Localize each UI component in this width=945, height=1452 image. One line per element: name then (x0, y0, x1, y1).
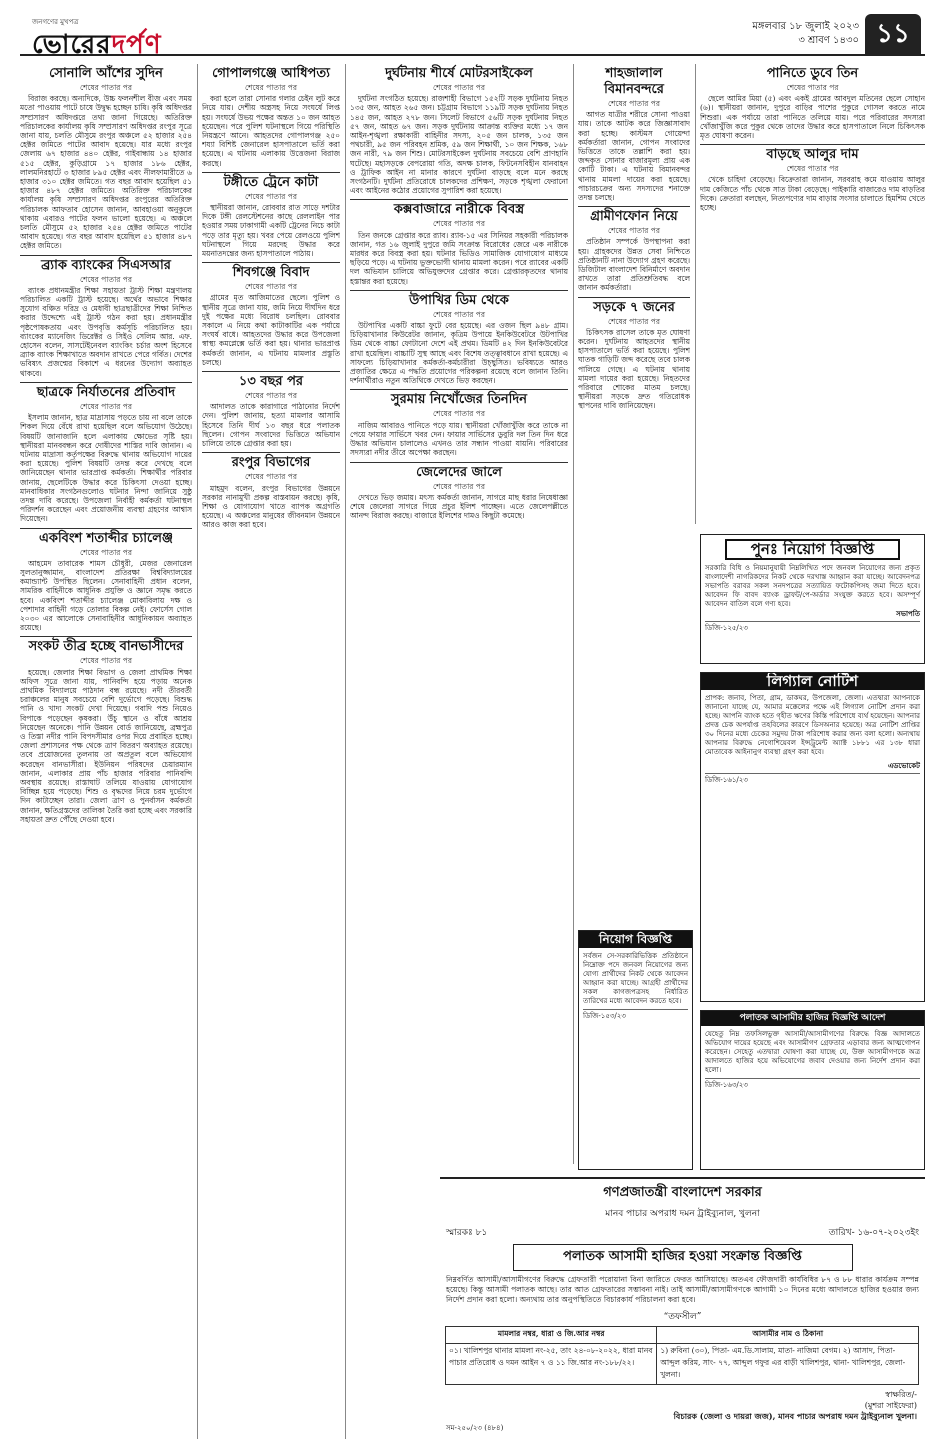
continued-label: শেষের পাতার পর (433, 481, 485, 491)
article-flood (20, 639, 192, 824)
article-13years (202, 374, 340, 448)
ad-legal-notice-title[interactable]: লিগ্যাল নোটিশ (701, 673, 924, 690)
ad-legal-notice-signer: এডভোকেট (887, 761, 920, 770)
article-surma (350, 392, 568, 457)
continued-label: শেষের পাতার পর (80, 274, 132, 284)
headline-ostrich[interactable]: উপাখির ডিম থেকে (409, 292, 509, 308)
column-3 (350, 64, 568, 1164)
logo-part-1: ভোরের (32, 30, 112, 60)
table-header-accused: আসামীর নাম ও ঠিকানা (657, 1327, 919, 1344)
article-challenge (20, 531, 192, 633)
article-coxsbazar (350, 202, 568, 285)
divider (578, 206, 690, 207)
article-body: উটপাখির একটি বাচ্চা ফুটে বের হয়েছে। এর ওজন ছিল ৯৪৮ গ্রাম। চিড়িয়াখানার কিউরেটর জানান, কৃত্রিম উপায়ে ইনকিউবেটরে উটপাখির ডিম থেকে বাচ্চা ফোটানো দেশে এই প্রথম। ডিমটি ৪২ দিন ইনকিউবেটরে রাখা হয়েছিল। বাচ্চাটি সুস্থ আছে এবং বিশেষ তত্ত্বাবধানে রাখা হয়েছে। এ সাফল্যে চিড়িয়াখানার কর্মকর্তা-কর্মচারীরা উচ্ছ্বসিত। ভবিষ্যতে আরও প্রজাতির ক্ষেত্রে এ পদ্ধতি প্রয়োগের পরিকল্পনা রয়েছে বলে জানান তিনি। দর্শনার্থীরাও নতুন অতিথিকে দেখতে ভিড় করছেন। (350, 321, 568, 386)
notice-ref: সম-২৫০/২৩ (৪৮৪) (446, 1424, 504, 1432)
article-body: আদালত তাকে কারাগারে পাঠানোর নির্দেশ দেন। পুলিশ জানায়, হত্যা মামলার আসামি হিসেবে তিনি দীর্ঘ ১৩ বছর ধরে পলাতক ছিলেন। গোপন সংবাদের ভিত্তিতে অভিযান চালিয়ে তাকে গ্রেপ্তার করা হয়। (202, 402, 340, 449)
column-rule (345, 64, 346, 1439)
divider (20, 636, 192, 637)
column-2 (202, 64, 340, 1439)
headline-brac[interactable]: ব্র্যাক ব্যাংকের সিএসআর (41, 257, 171, 273)
column-1 (20, 64, 192, 1439)
table-cell-accused: ১) রুবিনা (৩০), পিতা- এম.ডি.সালাম, মাতা- নাজিমা বেগম। ২) আসাদ, পিতা- আব্দুল করিম, সাং- ৭৭, আব্দুল গফুর এর বাড়ী খালিশপুর, থানা- খালিশপুর, জেলা- খুলনা। (657, 1344, 919, 1385)
table-header-case: মামলার নম্বর, ধারা ও জি.আর নম্বর (446, 1327, 657, 1344)
article-body: প্রতিষ্ঠান সম্পর্কে উপস্থাপনা করা হয়। গ্রাহকদের উন্নত সেবা নিশ্চিতে প্রতিষ্ঠানটি নানা উদ্যোগ গ্রহণ করেছে। ডিজিটাল বাংলাদেশ বিনির্মাণে অবদান রাখতে তারা প্রতিশ্রুতিবদ্ধ বলে জানান কর্মকর্তারা। (578, 237, 690, 293)
notice-schedule-label: “তফসীল” (663, 1312, 702, 1322)
article-grameenphone (578, 209, 690, 292)
column-rule (197, 64, 198, 1439)
article-body: মাহমুদ বলেন, রংপুর বিভাগের উন্নয়নে সরকার নানামুখী প্রকল্প বাস্তবায়ন করছে। কৃষি, শিক্ষা ও যোগাযোগ খাতে ব্যাপক অগ্রগতি হয়েছে। এ অঞ্চলের মানুষের জীবনমান উন্নয়নে আরও কাজ করা হবে। (202, 483, 340, 530)
ad-job-notice-code: ডিজি-১৫৩/২৩ (583, 1009, 688, 1021)
ad-absconding-order (700, 1010, 925, 1170)
headline-grameenphone[interactable]: গ্রামীণফোন নিয়ে (590, 209, 678, 225)
article-fishermen (350, 465, 568, 521)
divider (700, 144, 925, 145)
article-drowning (700, 66, 925, 140)
continued-label: শেষের পাতার পর (433, 409, 485, 419)
article-body: নাজিম আবারও পানিতে পড়ে যায়। স্থানীয়রা খোঁজাখুঁজি করে তাকে না পেয়ে ফায়ার সার্ভিসে খবর দেন। ফায়ার সার্ভিসের ডুবুরি দল তিন দিন ধরে উদ্ধার অভিযান চালালেও এখনও তার সন্ধান পাওয়া যায়নি। পরিবারের সদস্যরা নদীর তীরে অপেক্ষা করছেন। (350, 420, 568, 458)
continued-label: শেষের পাতার পর (786, 164, 839, 174)
continued-label: শেষের পাতার পর (433, 219, 485, 229)
ad-legal-notice-body: প্রাপক: জনাব, পিতা, গ্রাম, ডাকঘর, উপজেলা, জেলা। এতদ্বারা আপনাকে জানানো যাচ্ছে যে, আমার মক্কেলের পক্ষে এই লিগ্যাল নোটিশ প্রদান করা হচ্ছে। আপনি ব্যাংক হতে গৃহীত ঋণের কিস্তি পরিশোধে ব্যর্থ হয়েছেন। আপনার প্রদত্ত চেক অপর্যাপ্ত তহবিলের কারণে ডিসঅনার হয়েছে। অত্র নোটিশ প্রাপ্তির ৩০ দিনের মধ্যে চেকের সমুদয় টাকা পরিশোধ করার জন্য বলা হলো। অন্যথায় আপনার বিরুদ্ধে নেগোশিয়েবল ইন্সট্রুমেন্ট অ্যাক্ট ১৮৮১ এর ১৩৮ ধারা মোতাবেক আইনানুগ ব্যবস্থা গ্রহণ করা হবে। (705, 694, 920, 756)
column-rule (573, 64, 574, 1164)
ad-absconding-code: ডিজি-১৬৩/২৩ (705, 1078, 920, 1090)
column-rule (695, 64, 696, 524)
headline-13years[interactable]: ১৩ বছর পর (238, 374, 304, 390)
article-body: তিন জনকে গ্রেপ্তার করে র‌্যাব। র‌্যাব-১৫ এর সিনিয়র সহকারী পরিচালক জানান, গত ১৬ জুলাই দুপুরে জমি সংক্রান্ত বিরোধের জেরে এক নারীকে মারধর করে বিবস্ত্র করা হয়। ঘটনার ভিডিও সামাজিক যোগাযোগ মাধ্যমে ছড়িয়ে পড়ে। এ ঘটনায় ভুক্তভোগী থানায় মামলা করেন। পরে র‌্যাবের একটি দল অভিযান চালিয়ে অভিযুক্তদের গ্রেপ্তার করে। গ্রেপ্তারকৃতদের থানায় হস্তান্তর করা হয়েছে। (350, 230, 568, 286)
article-shibganj (202, 265, 340, 367)
article-jute (20, 66, 192, 251)
notice-schedule-table (445, 1326, 919, 1385)
article-body: চিকিৎসক রাসেল তাকে মৃত ঘোষণা করেন। দুর্ঘটনায় আহতদের স্থানীয় হাসপাতালে ভর্তি করা হয়েছে। পুলিশ ঘাতক গাড়িটি জব্দ করেছে তবে চালক পালিয়ে গেছে। এ ঘটনায় থানায় মামলা দায়ের করা হয়েছে। নিহতদের পরিবারে শোকের মাতম চলছে। স্থানীয়রা সড়কে দ্রুত গতিরোধক স্থাপনের দাবি জানিয়েছেন। (578, 327, 690, 411)
divider (578, 297, 690, 298)
headline-surma[interactable]: সুরমায় নিখোঁজের তিনদিন (391, 392, 527, 408)
divider (202, 262, 340, 263)
headline-student[interactable]: ছাত্রকে নির্যাতনের প্রতিবাদ (36, 384, 176, 400)
divider (20, 382, 192, 383)
divider (202, 172, 340, 173)
logo-part-2: দর্পণ (111, 30, 162, 60)
page-number: ১১ (865, 14, 921, 54)
issue-date (752, 20, 859, 48)
article-body: করা হলে তারা সোনার গলার চেইন লুট করে নিয়ে যায়। দেশীয় অস্ত্রসহ নিয়ে সংঘর্ষে লিপ্ত হয়। সংঘর্ষে উভয় পক্ষের অন্তত ১০ জন আহত হয়েছেন। পরে পুলিশ ঘটনাস্থলে গিয়ে পরিস্থিতি নিয়ন্ত্রণে আনে। আহতদের গোপালগঞ্জ ২৫০ শয্যা বিশিষ্ট জেনারেল হাসপাতালে ভর্তি করা হয়েছে। এ ঘটনায় এলাকায় উত্তেজনা বিরাজ করছে। (202, 94, 340, 168)
article-rangpur (202, 455, 340, 529)
ad-legal-notice-code: ডিজি-১৬১/২৩ (705, 773, 920, 785)
masthead-tagline: জনগণের মুখপত্র (32, 18, 79, 26)
continued-label: শেষের পাতার পর (608, 226, 660, 236)
headline-potato[interactable]: বাড়ছে আলুর দাম (766, 147, 859, 163)
headline-fishermen[interactable]: জেলেদের জালে (416, 464, 502, 480)
notice-title[interactable]: পলাতক আসামী হাজির হওয়া সংক্রান্ত বিজ্ঞপ্তি (513, 1244, 853, 1271)
article-tongi (202, 175, 340, 258)
headline-airport[interactable]: শাহজালাল বিমানবন্দরে (604, 66, 664, 97)
continued-label: শেষের পাতার পর (80, 83, 132, 92)
article-body: স্থানীয়রা জানান, রোববার রাত সাড়ে দশটার দিকে টঙ্গী রেলস্টেশনের কাছে রেললাইন পার হওয়ার সময় ঢাকাগামী একটি ট্রেনের নিচে কাটা পড়ে তার মৃত্যু হয়। খবর পেয়ে রেলওয়ে পুলিশ ঘটনাস্থলে গিয়ে মরদেহ উদ্ধার করে ময়নাতদন্তের জন্য হাসপাতালে পাঠায়। (202, 203, 340, 259)
headline-coxsbazar[interactable]: কক্সবাজারে নারীকে বিবস্ত্র (393, 202, 525, 218)
article-airport (578, 66, 690, 202)
article-body: আগত যাত্রীর শরীরে সোনা পাওয়া যায়। তাকে আটক করে জিজ্ঞাসাবাদ করা হচ্ছে। কাস্টমস গোয়েন্দা কর্মকর্তারা জানান, গোপন সংবাদের ভিত্তিতে তাকে তল্লাশি করা হয়। জব্দকৃত সোনার বাজারমূল্য প্রায় এক কোটি টাকা। এ ঘটনায় বিমানবন্দর থানায় মামলা দায়ের করা হয়েছে। পাচারচক্রের অন্য সদস্যদের শনাক্তে তদন্ত চলছে। (578, 110, 690, 203)
continued-label: শেষের পাতার পর (245, 391, 297, 401)
article-body: বিরাজ করছে। অন্যদিকে, উচ্চ ফলনশীল বীজ এবং সময় মতো পাওয়ায় পাটে চাষে উদ্বুদ্ধ হচ্ছেন চাষি। কৃষি অধিদপ্তর সম্প্রসারণ অধিদপ্তরে তথ্য জানা গিয়েছে। অতিরিক্ত পরিচালকের কার্যালয় কৃষি সম্প্রসারণ অধিদপ্তর রংপুর সূত্রে জানা যায়, চলতি মৌসুমে রংপুর অঞ্চলে ৫২ হাজার ২৫৪ হেক্টর জমিতে পাটের আবাদ হয়েছে। যার মধ্যে রংপুর জেলায় ৬৭ হাজার ৪৪০ হেক্টর, গাইবান্ধায় ১৪ হাজার ৫১৫ হেক্টর, কুড়িগ্রামে ১৭ হাজার ১৮৬ হেক্টর, লালমনিরহাটে ৩ হাজার ৮৯৫ হেক্টর এবং নীলফামারীতে ৬ হাজার ৩১০ হেক্টর জমিতে। গত বছর আবাদ হয়েছিল ৫১ হাজার ৪৮৭ হেক্টর জমিতে। অতিরিক্ত পরিচালকের কার্যালয় কৃষি সম্প্রসারণ অধিদপ্তর রংপুরের অতিরিক্ত পরিচালক আফতাব হোসেন জানান, আবহাওয়া অনুকূলে থাকায় এবারও পাটের ফলন ভালো হয়েছে। এ অঞ্চলে চলতি মৌসুমে ৫২ হাজার ২৫৪ হেক্টর জমিতে পাটের আবাদ হয়েছে। গত বছর আবাদ হয়েছিল ৫১ হাজার ৪৮৭ হেক্টর জমিতে। (20, 94, 192, 251)
article-ostrich (350, 293, 568, 386)
divider (350, 290, 568, 291)
continued-label: শেষের পাতার পর (245, 191, 297, 201)
continued-label: শেষের পাতার পর (245, 282, 297, 292)
headline-tongi[interactable]: টঙ্গীতে ট্রেনে কাটা (223, 174, 319, 190)
ad-absconding-body: যেহেতু নিম্ন তফসিলভুক্ত আসামী/আসামীগণের বিরুদ্ধে বিজ্ঞ আদালতে অভিযোগ দায়ের হয়েছে এবং আসামীগণ গ্রেফতার এড়াবার জন্য আত্মগোপন করেছেন। সেহেতু এতদ্বারা ঘোষণা করা যাচ্ছে যে, উক্ত আসামীগণকে অত্র আদালতে হাজির হয়ে অভিযোগের জবাব দেওয়ার জন্য নির্দেশ প্রদান করা হলো। (705, 1030, 920, 1074)
divider (350, 462, 568, 463)
continued-label: শেষের পাতার পর (245, 472, 297, 482)
table-row (446, 1344, 919, 1385)
notice-tribunal: মানব পাচার অপরাধ দমন ট্রাইব্যুনাল, খুলনা (605, 1209, 760, 1219)
ad-job-notice (578, 930, 693, 1170)
headline-challenge[interactable]: একবিংশ শতাব্দীর চ্যালেঞ্জ (38, 530, 174, 546)
headline-gopalganj[interactable]: গোপালগঞ্জে আধিপত্য (212, 66, 330, 81)
headline-motorcycle[interactable]: দুর্ঘটনায় শীর্ষে মোটরসাইকেল (385, 66, 533, 81)
signature-title: বিচারক (জেলা ও দায়রা জজ), মানব পাচার অপরাধ দমন ট্রাইব্যুনাল খুলনা। (673, 1411, 917, 1421)
newspaper-logo[interactable] (32, 24, 162, 68)
notice-memo: স্মারকঃ ৮১ (446, 1228, 488, 1238)
article-body: ইসলাম জানান, ছাত্র মাদ্রাসায় পড়তে চায় না বলে তাকে শিকল দিয়ে বেঁধে রাখা হয়েছিল বলে অভিযোগ উঠেছে। বিষয়টি জানাজানি হলে এলাকায় ক্ষোভের সৃষ্টি হয়। স্থানীয়রা মানববন্ধন করে দোষীদের শাস্তির দাবি জানান। এ ঘটনায় মাদ্রাসা কর্তৃপক্ষের বিরুদ্ধে থানায় অভিযোগ দায়ের করা হয়েছে। পুলিশ বিষয়টি তদন্ত করে দেখছে বলে জানিয়েছেন থানার ভারপ্রাপ্ত কর্মকর্তা। শিক্ষার্থীর পরিবার জানায়, ছেলেটিকে উদ্ধার করে চিকিৎসা দেওয়া হচ্ছে। মানবাধিকার সংগঠনগুলোও ঘটনার নিন্দা জানিয়ে সুষ্ঠু তদন্ত দাবি করেছে। উপজেলা নির্বাহী কর্মকর্তা ঘটনাস্থল পরিদর্শন করেছেন এবং প্রয়োজনীয় ব্যবস্থা গ্রহণের আশ্বাস দিয়েছেন। (20, 413, 192, 524)
divider (202, 371, 340, 372)
continued-label: শেষের পাতার পর (786, 83, 839, 92)
divider (202, 452, 340, 453)
masthead (20, 14, 925, 60)
headline-road7[interactable]: সড়কে ৭ জনের (593, 299, 675, 315)
article-potato (700, 147, 925, 212)
divider (350, 389, 568, 390)
column-4 (578, 64, 690, 884)
notice-government: গণপ্রজাতন্ত্রী বাংলাদেশ সরকার (603, 1185, 762, 1200)
tribunal-notice (440, 1177, 925, 1439)
headline-shibganj[interactable]: শিবগঞ্জে বিবাদ (232, 265, 310, 281)
table-cell-case: ০১। খালিশপুর থানার মামলা নং-২৫, তাং ২৪-০৮-২০২২, ধারা মানব পাচার প্রতিরোধ ও দমন আইন ৭ ও ১১ জি.আর নং-১৮৮/২২। (446, 1344, 657, 1385)
ad-job-notice-title[interactable]: নিয়োগ বিজ্ঞপ্তি (579, 931, 692, 948)
continued-label: শেষের পাতার পর (608, 316, 660, 326)
article-body: দুর্ঘটনা সংগঠিত হয়েছে। রাজশাহী বিভাগে ১৫২টি সড়ক দুর্ঘটনায় নিহত ১৩৫ জন, আহত ২৬৫ জন। চট্টগ্রাম বিভাগে ১১৯টি সড়ক দুর্ঘটনায় নিহত ১৪৫ জন, আহত ২৭৮ জন। সিলেট বিভাগে ৫৬টি সড়ক দুর্ঘটনায় নিহত ৫৭ জন, আহত ৬৭ জন। সড়ক দুর্ঘটনায় আক্রান্ত ব্যক্তির মধ্যে ১৭ জন আইন-শৃঙ্খলা রক্ষাকারী বাহিনীর সদস্য, ২০৫ জন চালক, ১৩৫ জন পথচারী, ৯৫ জন পরিবহন শ্রমিক, ৫৯ জন শিক্ষার্থী, ১০ জন শিক্ষক, ১৬৮ জন নারী, ৭৯ জন শিশু। মোটরসাইকেল দুর্ঘটনায় সবচেয়ে বেশি প্রাণহানি ঘটেছে। মহাসড়কে বেপরোয়া গতি, অদক্ষ চালক, ফিটনেসবিহীন যানবাহন ও ট্রাফিক আইন না মানার কারণে দুর্ঘটনা বাড়ছে বলে মনে করছে সংগঠনটি। দুর্ঘটনা প্রতিরোধে চালকদের প্রশিক্ষণ, সড়কে শৃঙ্খলা ফেরানো এবং আইনের কঠোর প্রয়োগের সুপারিশ করা হয়েছে। (350, 94, 568, 196)
article-gopalganj (202, 66, 340, 168)
headline-flood[interactable]: সংকট তীব্র হচ্ছে বানভাসীদের (28, 639, 184, 655)
ad-reappointment-signer: সভাপতি (896, 609, 920, 618)
ad-job-notice-body: সর্বজন সে-সরকারিভিত্তিক প্রতিষ্ঠানে নিম্নোক্ত পদে জনবল নিয়োগের জন্য যোগ্য প্রার্থীদের নিকট থেকে আবেদন আহ্বান করা যাচ্ছে। আগ্রহী প্রার্থীদের সকল কাগজপত্রসহ নির্ধারিত তারিখের মধ্যে আবেদন করতে হবে। (583, 952, 688, 1005)
article-body: ছেলে আমির মিয়া (৫) এবং একই গ্রামের আবদুল মতিনের ছেলে সোহান (৬)। স্থানীয়রা জানান, দুপুরে বাড়ির পাশের পুকুরে গোসল করতে নামে শিশুরা। এক পর্যায়ে তারা পানিতে তলিয়ে যায়। পরে পরিবারের সদস্যরা খোঁজাখুঁজি করে পুকুর থেকে তাদের উদ্ধার করে হাসপাতালে নিলে চিকিৎসক মৃত ঘোষণা করেন। (700, 94, 925, 141)
table-header-row (446, 1327, 919, 1344)
headline-drowning[interactable]: পানিতে ডুবে তিন (766, 66, 859, 81)
article-body: আহমেদ তাবারেক শামস চৌধুরী, মেজর জেনারেল সুলতানুজ্জামান, বাংলাদেশ প্রতিরক্ষা বিশ্ববিদ্যালয়ের কমান্ড্যান্ট উপস্থিত ছিলেন। সেনাবাহিনী প্রধান বলেন, সামরিক বাহিনীকে আধুনিক প্রযুক্তি ও জ্ঞানে সমৃদ্ধ করতে হবে। একবিংশ শতাব্দীর চ্যালেঞ্জ মোকাবিলায় দক্ষ ও পেশাদার বাহিনী গড়ে তোলার বিকল্প নেই। ফোর্সেস গোল ২০৩০ এর আলোকে সেনাবাহিনীর আধুনিকায়ন অব্যাহত রয়েছে। (20, 558, 192, 633)
article-body: হয়েছে। জেলার শিক্ষা বিভাগ ও জেলা প্রাথমিক শিক্ষা অফিস সূত্রে জানা যায়, পানিবন্দি হয়ে পড়ায় অনেক প্রাথমিক বিদ্যালয়ে পাঠদান বন্ধ রয়েছে। নদী তীরবর্তী চরাঞ্চলের মানুষ সবচেয়ে বেশি দুর্ভোগে পড়েছে। বিশুদ্ধ পানি ও খাদ্য সংকট দেখা দিয়েছে। গবাদি পশু নিয়েও বিপাকে পড়েছেন কৃষকরা। উঁচু স্থানে ও বাঁধে আশ্রয় নিয়েছেন অনেকে। পানি উন্নয়ন বোর্ড জানিয়েছে, ব্রহ্মপুত্র ও তিস্তা নদীর পানি বিপদসীমার ওপর দিয়ে প্রবাহিত হচ্ছে। জেলা প্রশাসনের পক্ষ থেকে ত্রাণ বিতরণ অব্যাহত রয়েছে। তবে প্রয়োজনের তুলনায় তা অপ্রতুল বলে অভিযোগ করেছেন বানভাসীরা। ইউনিয়ন পরিষদের চেয়ারম্যান জানান, এলাকার প্রায় পাঁচ হাজার পরিবার পানিবন্দি অবস্থায় রয়েছে। রাস্তাঘাট তলিয়ে যাওয়ায় যোগাযোগ বিচ্ছিন্ন হয়ে পড়েছে। শিশু ও বৃদ্ধদের নিয়ে চরম দুর্ভোগে দিন কাটাচ্ছেন তারা। জেলা ত্রাণ ও পুনর্বাসন কর্মকর্তা জানান, ক্ষতিগ্রস্তদের তালিকা তৈরি করা হচ্ছে এবং সরকারি সহায়তা দ্রুত পৌঁছে দেওয়া হবে। (20, 667, 192, 824)
notice-meta (446, 1225, 919, 1240)
article-body: খেকে চাহিদা বেড়েছে। বিক্রেতারা জানান, সরবরাহ কমে যাওয়ায় আলুর দাম কেজিতে পাঁচ থেকে সাত টাকা বেড়েছে। পাইকারি বাজারেও দাম বাড়তির দিকে। ক্রেতারা বলছেন, নিত্যপণ্যের দাম বাড়ায় সংসার চালাতে হিমশিম খেতে হচ্ছে। (700, 175, 925, 213)
ad-reappointment-title[interactable]: পুনঃ নিয়োগ বিজ্ঞপ্তি (725, 539, 900, 560)
signature-name: (মুশরা সাইফেরা) (864, 1401, 917, 1410)
divider (350, 199, 568, 200)
notice-signature (440, 1389, 917, 1422)
continued-label: শেষের পাতার পর (80, 547, 132, 557)
ad-absconding-title[interactable]: পলাতক আসামীর হাজির বিজ্ঞপ্তি আদেশ (701, 1011, 924, 1026)
date-gregorian: মঙ্গলবার ১৮ জুলাই ২০২৩ (752, 21, 859, 32)
signature-label: স্বাক্ষরিত/- (885, 1390, 917, 1399)
continued-label: শেষের পাতার পর (433, 83, 485, 92)
continued-label: শেষের পাতার পর (80, 401, 132, 411)
continued-label: শেষের পাতার পর (80, 656, 132, 666)
headline-jute[interactable]: সোনালি আঁশের সুদিন (49, 66, 163, 81)
article-road7 (578, 300, 690, 411)
continued-label: শেষের পাতার পর (245, 83, 297, 92)
article-motorcycle (350, 66, 568, 195)
ad-reappointment-body: সরকারি বিধি ও নিয়মানুযায়ী নিম্নলিখিত পদে জনবল নিয়োগের জন্য প্রকৃত বাংলাদেশী নাগরিকদের নিকট থেকে দরখাস্ত আহ্বান করা যাচ্ছে। আবেদনপত্র সভাপতি বরাবর সকল সনদপত্রের সত্যায়িত ফটোকপিসহ জমা দিতে হবে। আবেদন ফি বাবদ ব্যাংক ড্রাফট/পে-অর্ডার সংযুক্ত করতে হবে। অসম্পূর্ণ আবেদন বাতিল বলে গণ্য হবে। (705, 564, 920, 608)
article-body: গ্রামের মৃত আজিমাতের ছেলে। পুলিশ ও স্থানীয় সূত্রে জানা যায়, জমি নিয়ে দীর্ঘদিন ধরে দুই পক্ষের মধ্যে বিরোধ চলছিল। রোববার সকালে এ নিয়ে কথা কাটাকাটির এক পর্যায়ে সংঘর্ষ বাধে। আহতদের উদ্ধার করে উপজেলা স্বাস্থ্য কমপ্লেক্সে ভর্তি করা হয়। থানার ভারপ্রাপ্ত কর্মকর্তা জানান, এ ঘটনায় মামলার প্রস্তুতি চলছে। (202, 293, 340, 367)
ad-reappointment-code: ডিজি-১২৫/২৩ (705, 621, 920, 633)
article-body: দেখতে ভিড় জমায়। মৎস্য কর্মকর্তা জানান, সাগরে মাছ ধরার নিষেধাজ্ঞা শেষে জেলেরা সাগরে গিয়ে প্রচুর ইলিশ পাচ্ছেন। এতে জেলেপল্লীতে আনন্দ বিরাজ করছে। বাজারে ইলিশের দামও কিছুটা কমেছে। (350, 492, 568, 521)
article-body: ব্যাংক প্রধানমন্ত্রীর শিক্ষা সহায়তা ট্রাস্ট শিক্ষা মন্ত্রণালয় পরিচালিত একটি ট্রাস্ট হয়েছে। অর্থের অভাবে শিক্ষার সুযোগ বঞ্চিত দরিদ্র ও মেধাবী ছাত্রছাত্রীদের শিক্ষা নিশ্চিত করার উদ্দেশ্যে এই ট্রাস্ট গঠন করা হয়। প্রধানমন্ত্রীর পৃষ্ঠপোষকতায় এবং উপবৃত্তি কর্মসূচি পরিচালিত হয়। ব্যাংকের ম্যানেজিং ডিরেক্টর ও সিইও সেলিম আর. এফ. হোসেন বলেন, সাসটেইনেবল ব্যাংকিং চর্চার অংশ হিসেবে ব্র্যাক ব্যাংক শিক্ষাখাতে অবদান রাখতে পেরে গর্বিত। দেশের ভবিষ্যৎ প্রজন্মের বিকাশে এ ধরনের উদ্যোগ অব্যাহত থাকবে। (20, 285, 192, 378)
article-student (20, 385, 192, 524)
date-bangla: ৩ শ্রাবণ ১৪৩০ (798, 35, 859, 46)
ad-legal-notice (700, 672, 925, 1002)
headline-rangpur[interactable]: রংপুর বিভাগের (231, 455, 311, 471)
notice-date: তারিখ- ১৬-০৭-২০২৩ইং (828, 1228, 919, 1238)
continued-label: শেষের পাতার পর (433, 309, 485, 319)
divider (20, 255, 192, 256)
article-brac (20, 258, 192, 378)
divider (20, 528, 192, 529)
notice-body: নিম্নবর্ণিত আসামী/আসামীগণের বিরুদ্ধে গ্রেফতারী পরোয়ানা বিনা জারিতে ফেরত আসিয়াছে। অতএব ফৌজদারী কার্যবিধির ৮৭ ও ৮৮ ধারার কার্যক্রম সম্পন্ন হয়েছে। কিন্তু আসামী পলাতক আছে। তার আত গ্রেফতারের সম্ভাবনা নাই। তাই আসামী/আসামীগণকে আগামী ১০ দিনের মধ্যে আদালতে হাজির হওয়ার জন্য নির্দেশ প্রদান করা হলো। অন্যথায় তার অনুপস্থিতিতে বিচারকার্য পরিচালনা করা হবে। (446, 1275, 919, 1304)
column-5 (700, 64, 925, 524)
continued-label: শেষের পাতার পর (608, 99, 660, 108)
ad-reappointment (700, 534, 925, 664)
